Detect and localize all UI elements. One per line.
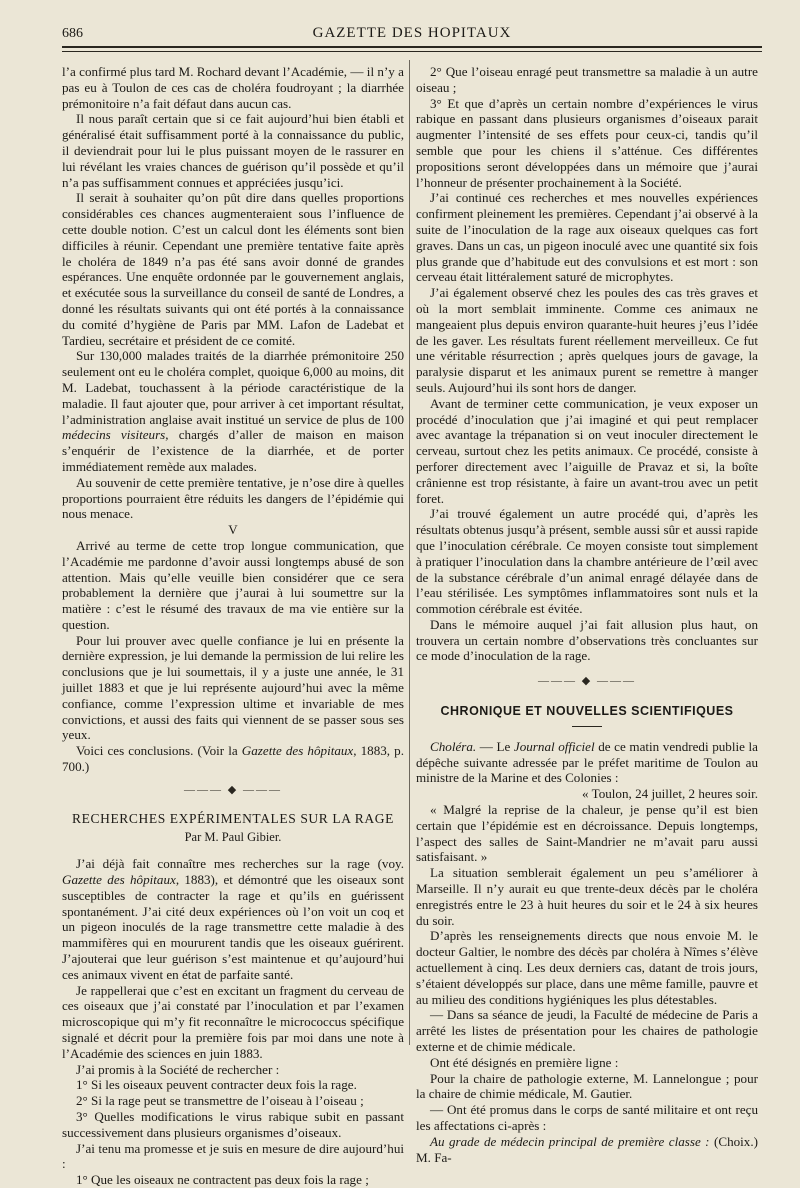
paragraph: La situation semblerait également un peu s’améliorer à Marseille. Il n’y aurait eu que trente-deux décès par le choléra enregistrés entre le 23 à huit heures du soir et le 24 à six heures du soir. — [416, 865, 758, 928]
italic-run: médecins visiteurs — [62, 427, 166, 443]
dateline: « Toulon, 24 juillet, 2 heures soir. — [582, 786, 758, 802]
paragraph — [416, 739, 758, 786]
paragraph — [62, 743, 404, 775]
chronicle-title: CHRONIQUE ET NOUVELLES SCIENTIFIQUES — [440, 704, 734, 719]
list-item: 2° Si la rage peut se transmettre de l’oiseau à l’oiseau ; — [76, 1093, 364, 1109]
paragraph: l’a confirmé plus tard M. Rochard devant l’Académie, — il n’y a pas eu à Toulon de ces cas de choléra foudroyant ; la diarrhée prémonitoire n’a fait défaut dans aucun cas. — [62, 64, 404, 111]
paragraph: — Dans sa séance de jeudi, la Faculté de médecine de Paris a arrêté les listes de présentation pour les chaires de pathologie externe et de chimie médicale. — [416, 1007, 758, 1055]
header-rule — [62, 46, 762, 48]
list-item: 1° Que les oiseaux ne contractent pas deux fois la rage ; — [76, 1172, 369, 1188]
paragraph: Pour la chaire de pathologie externe, M. Lannelongue ; pour la chaire de chimie médicale, M. Gautier. — [416, 1070, 758, 1102]
paragraph: D’après les renseignements directs que nous envoie M. le docteur Galtier, le nombre des décès par choléra à Nîmes s’élève actuellement à cinq. Les deux derniers cas, datant de trois jours, s’étaient développés sur place, dans une même famille, pauvre et au milieu des conditions hygiéniques les plus détestables. — [416, 928, 758, 1007]
paragraph: Dans le mémoire auquel j’ai fait allusion plus haut, on trouvera un certain nombre d’observations très concluantes sur ce mode d’inoculation de la rage. — [416, 616, 758, 664]
column-divider — [409, 60, 410, 1045]
italic-run: Au grade de médecin principal de première classe : — [430, 1133, 710, 1149]
paragraph: J’ai trouvé également un autre procédé qui, d’après les résultats obtenus jusqu’à présent, semble aussi sûr et aussi rapide que l’inoculation cérébrale. Ce moyen consiste tout simplement à pratiquer l’inoculation dans la chambre antérieure de l’œil avec de la substance cérébrale d’un animal enragé délayée dans de l’eau stérilisée. Les symptômes inflammatoires sont nuls et la commotion cérébrale est évitée. — [416, 506, 758, 617]
text-run: de ce matin vendredi publie la dépêche suivante adressée par le préfet maritime de Toulon au ministre de la Marine et des Colonies : — [416, 738, 758, 786]
list-item: 2° Que l’oiseau enragé peut transmettre sa maladie à un autre oiseau ; — [416, 64, 758, 95]
text-run: , 1883), et démontré que les oiseaux sont susceptibles de contracter la rage et qu’ils en guérissent spontanément. J’ai cité deux expériences où l’on voit un coq et un pigeon inoculés de la rage transmettre cette maladie à des mammifères qui en moururent tandis que les oiseaux guérirent. J’ajouterai que leur guérison s’est maintenue et qu’aujourd’hui ces animaux vivent en état de parfaite santé. — [62, 872, 404, 982]
list-item: 3° Et que d’après un certain nombre d’expériences le virus rabique en passant dans plusieurs organismes d’oiseaux parait augmenter l’intensité de ses effets pour ceux-ci, tandis qu’il semble que pour les chiens il s’atténue. Ces différentes propositions seront développées dans un mémoire que j’aurai l’honneur de présenter prochainement à la Société. — [416, 95, 758, 190]
paragraph: Pour lui prouver avec quelle confiance je lui en présente la dernière expression, je lui demande la permission de lui relire les conclusions que je lui soumettais, il y a juste une année, le 31 juillet 1883 et que je lui représente aujourd’hui avec la même confiance, comme l’expression ultime et invariable de mes convictions, et aussi des faits qui viennent de se passer sous ses yeux. — [62, 632, 404, 743]
page-number: 686 — [62, 26, 83, 41]
list-item: 1° Si les oiseaux peuvent contracter deux fois la rage. — [76, 1077, 357, 1093]
left-column — [62, 64, 404, 1188]
paragraph: J’ai promis à la Société de rechercher : — [76, 1061, 280, 1077]
paragraph: Il nous paraît certain que si ce fait aujourd’hui bien établi et généralisé était suffisamment porté à la connaissance du public, il deviendrait pour lui le plus puissant moyen de le rassurer en lui révélant les vraies chances de guérison qu’il possède et qu’il n’a pas suffisamment connues et appréciées jusqu’ici. — [62, 111, 404, 190]
paragraph: J’ai continué ces recherches et mes nouvelles expériences confirment pleinement les premières. Cependant j’ai observé à la suite de l’inoculation de la rage aux oiseaux quelques cas fort graves. Dans un cas, un pigeon inoculé avec une quantité six fois plus grande que d’habitude eut des convulsions et est mort : son cerveau était littéralement saturé de microphytes. — [416, 190, 758, 285]
paragraph: « Malgré la reprise de la chaleur, je pense qu’il est bien certain que l’épidémie est en décroissance. Depuis longtemps, l’aspect des salles de Saint-Mandrier ne m’avait paru aussi satisfaisant. » — [416, 802, 758, 865]
paragraph: Au souvenir de cette première tentative, je n’ose dire à quelles proportions pourraient être réduits les dangers de l’épidémie qui nous menace. — [62, 474, 404, 522]
text-run: Sur 130,000 malades traités de la diarrhée prémonitoire 250 seulement ont eu le choléra complet, quoique 6,000 au moins, dit M. Ladebat, touchassent à la période caractéristique de la maladie. Il faut ajouter que, pour arriver à cet important résultat, l’administration anglaise avait institué un service de plus de 100 — [62, 348, 404, 427]
paragraph: Il serait à souhaiter qu’on pût dire dans quelles proportions considérables ces chances augmenteraient sous l’influence de cette double notion. C’est un calcul dont les éléments sont bien difficiles à réunir. Cependant une première tentative faite après le choléra de 1849 n’a pas été sans avoir donné de grandes espérances. Une enquête ordonnée par le gouvernement anglais, et exécutée sous la surveillance du conseil de santé de Londres, a donné les résultats suivants qui ont été portés à la connaissance du comité d’hygiène de Paris par MM. Lafon de Ladebat et Tardieu, secrétaire et président de ce comité. — [62, 190, 404, 348]
text-run: (Choix.) M. Fa- — [416, 1133, 758, 1165]
italic-run: Gazette des hôpitaux — [241, 743, 354, 759]
title-rule — [572, 726, 602, 727]
right-column — [416, 64, 758, 1165]
text-run: , 1883, p. 700.) — [62, 743, 404, 775]
text-run: , chargés d’aller de maison en maison s’enquérir de l’existence de la diarrhée, et de porter immédiatement remède aux malades. — [62, 427, 404, 474]
italic-run: Gazette des hôpitaux — [62, 872, 176, 888]
page-header — [62, 22, 762, 46]
text-run: Voici ces conclusions. (Voir la — [76, 743, 242, 759]
paragraph: Avant de terminer cette communication, je veux exposer un procédé d’inoculation que j’ai imaginé et qui peut remplacer avec avantage la trépanation si on veut inoculer directement le cerveau, surtout chez les petits animaux. Ce procédé, consiste à perforer directement avec l’aiguille de Pravaz et si, la boîte crânienne est trop résistante, à faire un avant-trou avec un petit foret. — [416, 395, 758, 506]
paragraph: Je rappellerai que c’est en excitant un fragment du cerveau de ces oiseaux que j’ai constaté par l’inoculation et par l’examen microscopique qui m’y fit reconnaître le micrococcus spécifique signalé et décrit pour la première fois par moi dans une note à l’Académie des sciences en juin 1883. — [62, 982, 404, 1061]
paragraph: Ont été désignés en première ligne : — [430, 1054, 619, 1070]
paragraph: — Ont été promus dans le corps de santé militaire et ont reçu les affectations ci-après : — [416, 1102, 758, 1133]
section-ornament: ——— ◆ ——— — [538, 675, 636, 688]
list-item: 3° Quelles modifications le virus rabique subit en passant successivement dans plusieurs organismes d’oiseaux. — [62, 1109, 404, 1140]
text-run: — Le — [476, 738, 514, 754]
paragraph: J’ai également observé chez les poules des cas très graves et où la mort semblait imminente. Comme ces animaux ne mangeaient plus depuis environ quarante-huit heures j’eus l’idée de les gaver. Les résultats furent réellement merveilleux. Ce fut une véritable résurrection ; après quelques jours de gavage, la paralysie disparut et les animaux purent se remettre à manger seuls. Aujourd’hui ils sont hors de danger. — [416, 285, 758, 395]
paragraph — [62, 856, 404, 982]
section-number: V — [228, 522, 238, 538]
paragraph — [62, 348, 404, 474]
italic-run: Journal officiel — [513, 738, 595, 754]
article-author: Par M. Paul Gibier. — [184, 830, 282, 845]
paragraph: Arrivé au terme de cette trop longue communication, que l’Académie me pardonne d’avoir aussi longtemps abusé de son attention. Mais qu’elle veuille bien considérer que ce sera probablement la dernière que j’aurai à lui soumettre sur la matière : c’est le résumé des travaux de ma vie entière sur la question. — [62, 537, 404, 632]
journal-title: GAZETTE DES HOPITAUX — [312, 25, 512, 41]
article-title: RECHERCHES EXPÉRIMENTALES SUR LA RAGE — [72, 810, 394, 826]
paragraph — [416, 1134, 758, 1166]
section-ornament: ——— ◆ ——— — [184, 783, 282, 796]
text-run: J’ai déjà fait connaître mes recherches sur la rage (voy. — [76, 856, 404, 872]
paragraph: J’ai tenu ma promesse et je suis en mesure de dire aujourd’hui : — [62, 1140, 404, 1172]
italic-run: Choléra. — [430, 738, 477, 754]
header-rule-thin — [62, 51, 762, 52]
